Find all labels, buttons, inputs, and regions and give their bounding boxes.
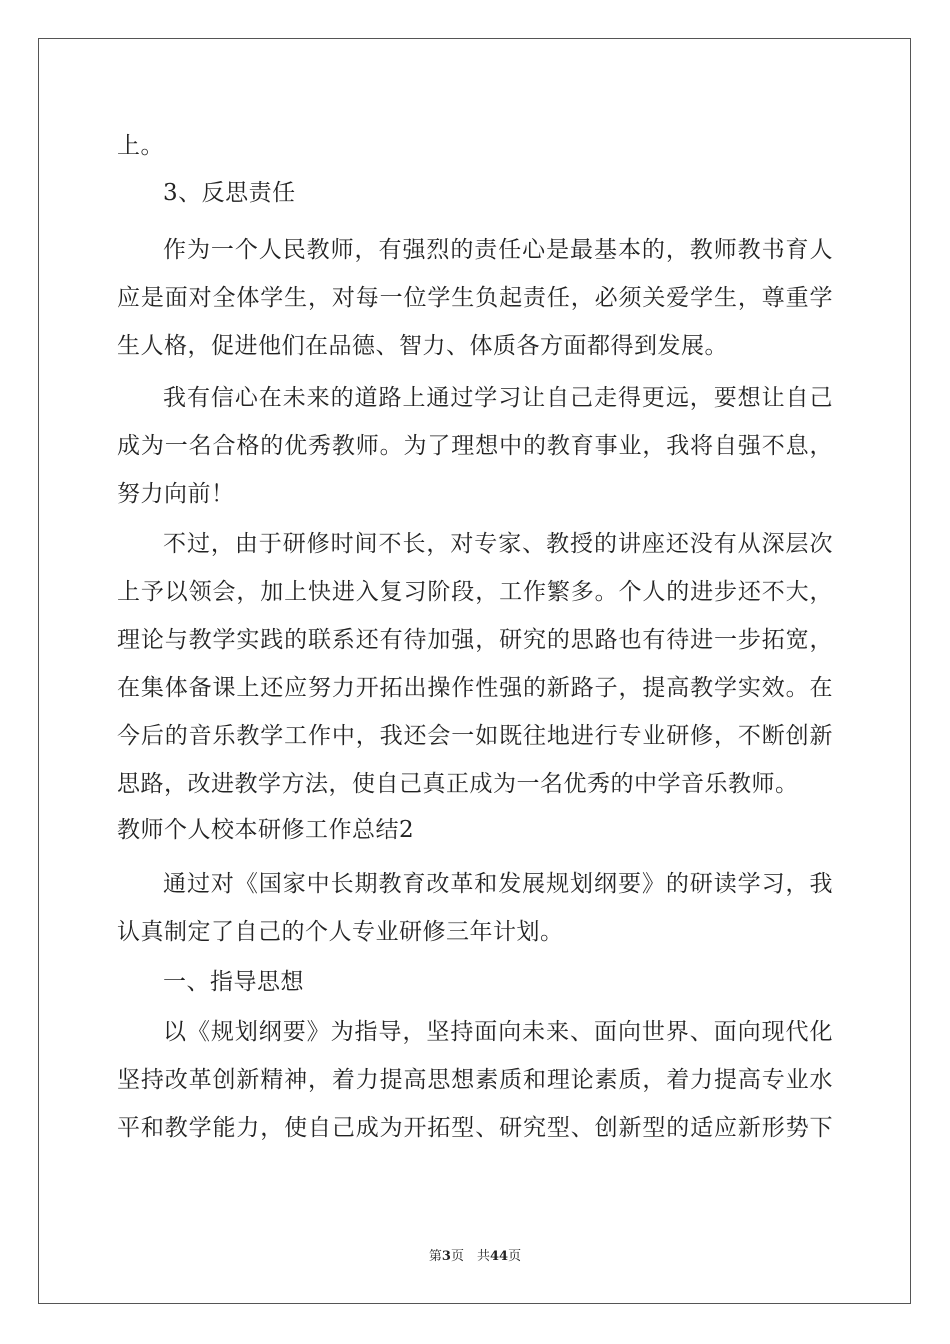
- page-mid: 页 共: [450, 1249, 490, 1264]
- text-line: 上予以领会，加上快进入复习阶段，工作繁多。个人的进步还不大，: [117, 579, 833, 605]
- article-title: 教师个人校本研修工作总结2: [117, 817, 415, 843]
- text-line: 坚持改革创新精神，着力提高思想素质和理论素质，着力提高专业水: [117, 1067, 833, 1093]
- text-line: 在集体备课上还应努力开拓出操作性强的新路子，提高教学实效。在: [117, 675, 833, 701]
- text-line: 上。: [117, 133, 164, 159]
- page-suffix: 页: [508, 1249, 522, 1264]
- text-line: 通过对《国家中长期教育改革和发展规划纲要》的研读学习，我: [163, 871, 833, 897]
- text-line: 作为一个人民教师，有强烈的责任心是最基本的，教师教书育人: [163, 237, 833, 263]
- text-line: 今后的音乐教学工作中，我还会一如既往地进行专业研修，不断创新: [117, 723, 833, 749]
- text-line: 以《规划纲要》为指导，坚持面向未来、面向世界、面向现代化: [163, 1019, 833, 1045]
- section-heading: 3、反思责任: [163, 180, 296, 206]
- text-line: 努力向前！: [117, 481, 235, 507]
- text-line: 平和教学能力，使自己成为开拓型、研究型、创新型的适应新形势下: [117, 1115, 833, 1141]
- text-line: 应是面对全体学生，对每一位学生负起责任，必须关爱学生，尊重学: [117, 285, 833, 311]
- text-line: 认真制定了自己的个人专业研修三年计划。: [117, 919, 564, 945]
- total-page-count: 44: [489, 1249, 509, 1264]
- text-line: 不过，由于研修时间不长，对专家、教授的讲座还没有从深层次: [163, 531, 833, 557]
- text-line: 理论与教学实践的联系还有待加强，研究的思路也有待进一步拓宽，: [117, 627, 833, 653]
- text-line: 成为一名合格的优秀教师。为了理想中的教育事业，我将自强不息，: [117, 433, 833, 459]
- text-line: 生人格，促进他们在品德、智力、体质各方面都得到发展。: [117, 333, 728, 359]
- page-footer: [0, 1248, 950, 1266]
- text-line: 我有信心在未来的道路上通过学习让自己走得更远，要想让自己: [163, 385, 833, 411]
- section-heading: 一、指导思想: [163, 969, 304, 995]
- page-prefix: 第: [428, 1249, 442, 1264]
- text-line: 思路，改进教学方法，使自己真正成为一名优秀的中学音乐教师。: [117, 771, 799, 797]
- current-page-number: 3: [441, 1249, 451, 1264]
